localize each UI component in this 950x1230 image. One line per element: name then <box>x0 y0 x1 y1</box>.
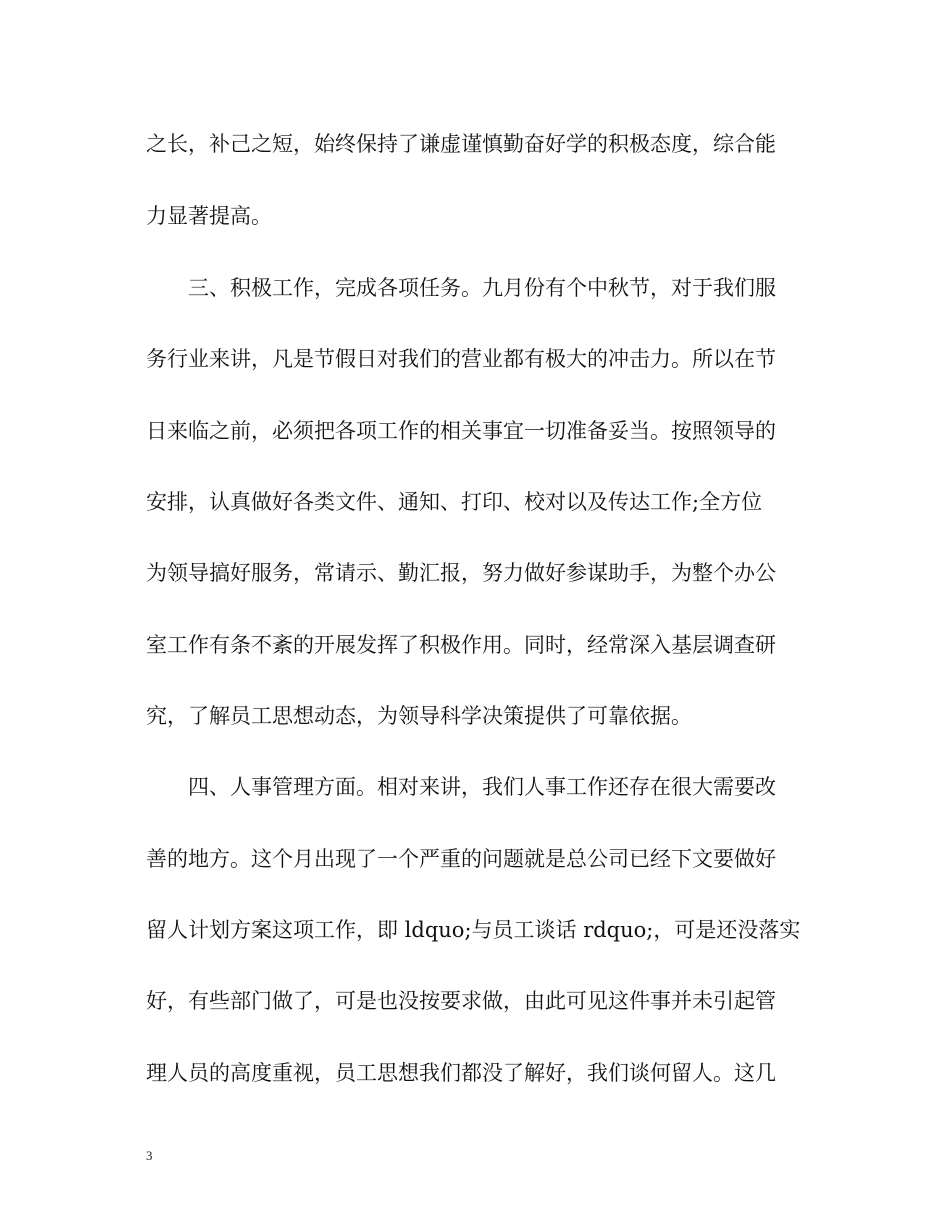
text-line-12: 留人计划方案这项工作，即 ldquo;与员工谈话 rdquo;，可是还没落实 <box>146 918 801 942</box>
text-line-4: 务行业来讲，凡是节假日对我们的营业都有极大的冲击力。所以在节 <box>146 347 776 371</box>
text-line-3: 三、积极工作，完成各项任务。九月份有个中秋节，对于我们服 <box>188 276 776 300</box>
page-number: 3 <box>146 1148 153 1163</box>
text-line-9: 究，了解员工思想动态，为领导科学决策提供了可靠依据。 <box>146 704 692 728</box>
text-line-2: 力显著提高。 <box>146 204 272 228</box>
text-line-13: 好，有些部门做了，可是也没按要求做，由此可见这件事并未引起管 <box>146 989 776 1013</box>
text-line-11: 善的地方。这个月出现了一个严重的问题就是总公司已经下文要做好 <box>146 847 776 871</box>
text-line-7: 为领导搞好服务，常请示、勤汇报，努力做好参谋助手，为整个办公 <box>146 561 776 585</box>
text-line-1: 之长，补己之短，始终保持了谦虚谨慎勤奋好学的积极态度，综合能 <box>146 132 776 156</box>
text-line-10: 四、人事管理方面。相对来讲，我们人事工作还存在很大需要改 <box>188 775 776 799</box>
text-line-5: 日来临之前，必须把各项工作的相关事宜一切准备妥当。按照领导的 <box>146 419 776 443</box>
text-line-8: 室工作有条不紊的开展发挥了积极作用。同时，经常深入基层调查研 <box>146 633 776 657</box>
text-line-14: 理人员的高度重视，员工思想我们都没了解好，我们谈何留人。这几 <box>146 1061 776 1085</box>
text-line-6: 安排，认真做好各类文件、通知、打印、校对以及传达工作;全方位 <box>146 490 763 514</box>
